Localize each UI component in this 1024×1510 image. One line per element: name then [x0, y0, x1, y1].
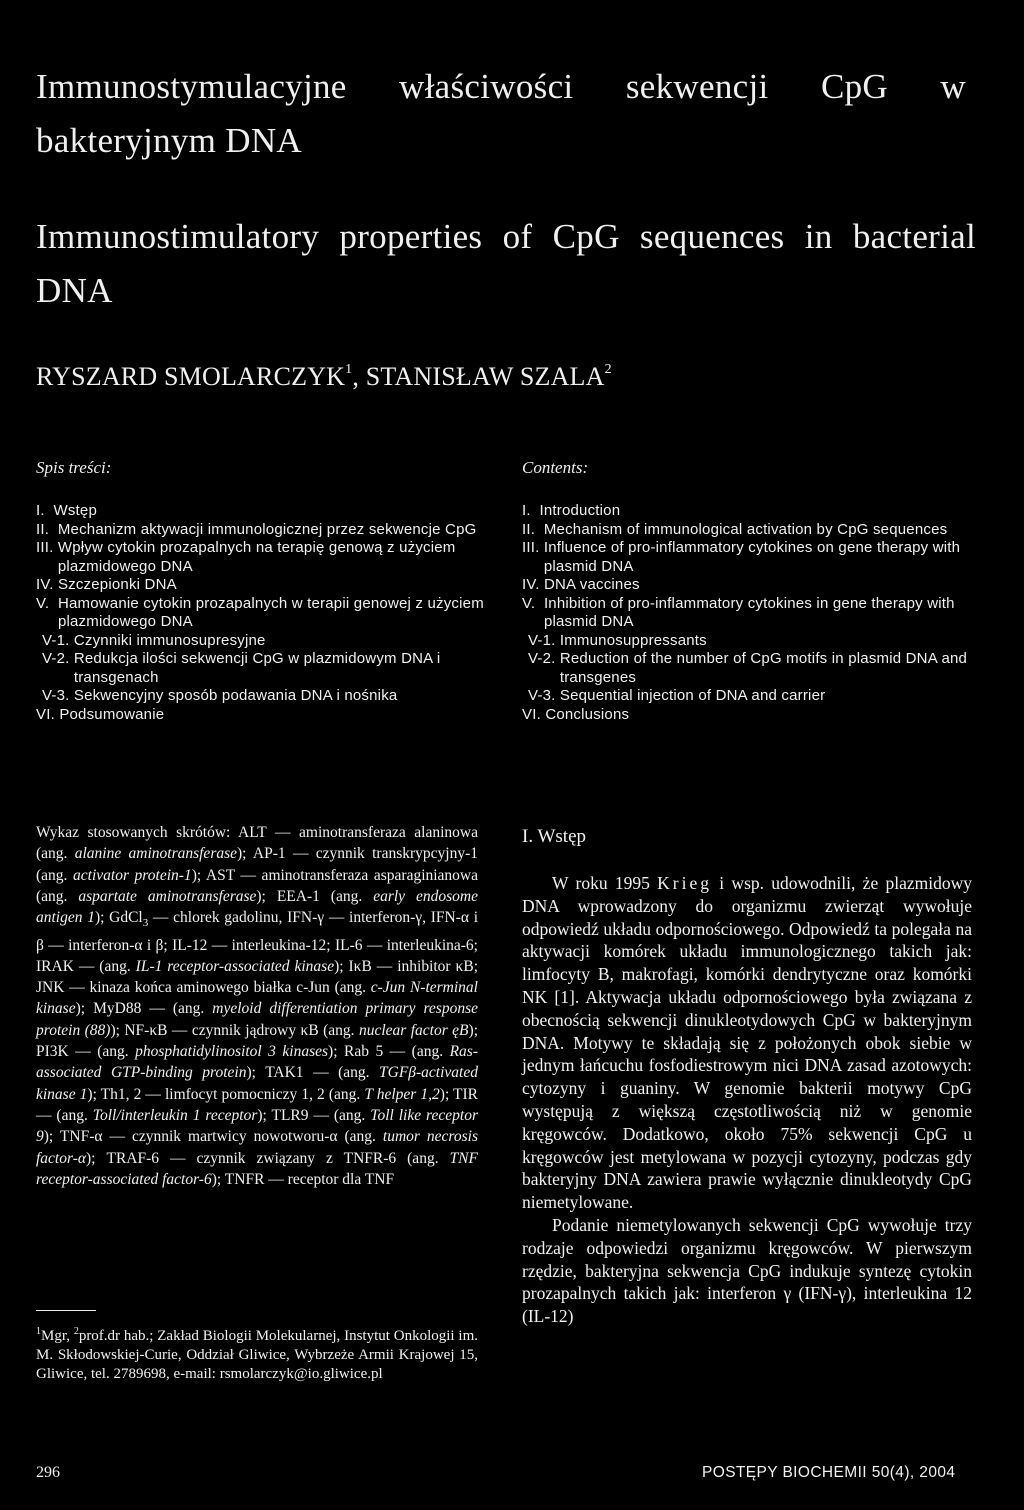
toc-item: V-3. Sekwencyjny sposób podawania DNA i nośnika — [42, 687, 398, 704]
toc-heading-english: Contents: — [522, 458, 589, 477]
toc-item: III. Influence of pro-inflammatory cytokines on gene therapy with plasmid DNA — [522, 539, 961, 575]
title-polish: Immunostymulacyjne właściwości sekwencji CpG w bakteryjnym DNA — [36, 67, 966, 160]
toc-item: V-2. Reduction of the number of CpG motifs in plasmid DNA and transgenes — [528, 650, 968, 686]
toc-item: II. Mechanism of immunological activation by CpG sequences — [522, 520, 948, 538]
footnote-rule — [36, 1310, 96, 1311]
toc-item: I. Wstęp — [36, 502, 97, 519]
toc-item: VI. Podsumowanie — [36, 705, 165, 723]
journal-name: POSTĘPY BIOCHEMII 50(4), 2004 — [702, 1464, 956, 1481]
footnote: $^1$Mgr, $^2$prof.dr hab.; Zakład Biologii Molekularnej, Instytut Onkologii im. M. Skłodowskiej-Curie, Oddział Gliwice, Wybrzeże Armii Krajowej 15, Gliwice, tel. 2789698, e-mail: rsmolarczyk@io.gliwice.pl — [36, 1326, 478, 1382]
page-number: 296 — [36, 1464, 60, 1481]
abbreviations-list: Wykaz stosowanych skrótów: ALT — aminotransferaza alaninowa (ang. alanine aminotransferase); AP-1 — czynnik transkrypcyjny-1 (ang. activator protein-1); AST — aminotransferaza asparaginianowa (ang. aspartate aminotransferase); EEA-1 (ang. early endosome antigen 1); GdCl$_3$ — chlorek gadolinu, IFN-γ — interferon-γ, IFN-α i β — interferon-α i β; IL-12 — interleukina-12; IL-6 — interleukina-6; IRAK — (ang. IL-1 receptor-associated kinase); IκB — inhibitor κB; JNK — kinaza końca aminowego białka c-Jun (ang. c-Jun N-terminal kinase); MyD88 — (ang. myeloid differentiation primary response protein (88)); NF-κB — czynnik jądrowy κB (ang. nuclear factor ęB); PI3K — (ang. phosphatidylinositol 3 kinases); Rab 5 — (ang. Ras-associated GTP-binding protein); TAK1 — (ang. TGFβ-activated kinase 1); Th1, 2 — limfocyt pomocniczy 1, 2 (ang. T helper 1,2); TIR — (ang. Toll/interleukin 1 receptor); TLR9 — (ang. Toll like receptor 9); TNF-α — czynnik martwicy nowotworu-α (ang. tumor necrosis factor-α); TRAF-6 — czynnik związany z TNFR-6 (ang. TNF receptor-associated factor-6); TNFR — receptor dla TNF — [36, 824, 479, 1188]
title-english: Immunostimulatory properties of CpG sequences in bacterial DNA — [36, 217, 976, 310]
toc-item: V. Inhibition of pro-inflammatory cytokines in gene therapy with plasmid DNA — [522, 594, 955, 630]
section-body — [522, 872, 972, 1328]
toc-item: V-2. Redukcja ilości sekwencji CpG w plazmidowym DNA i transgenach — [42, 650, 441, 686]
toc-item: VI. Conclusions — [522, 705, 630, 723]
toc-item: IV. DNA vaccines — [522, 576, 640, 593]
toc-item: V. Hamowanie cytokin prozapalnych w terapii genowej z użyciem plazmidowego DNA — [36, 594, 484, 630]
author-2: STANISŁAW SZALA — [365, 362, 605, 391]
toc-item: I. Introduction — [522, 502, 621, 519]
toc-item: II. Mechanizm aktywacji immunologicznej przez sekwencje CpG — [36, 520, 477, 538]
paragraph: Podanie niemetylowanych sekwencji CpG wywołuje trzy rodzaje odpowiedzi organizmu kręgowców. W pierwszym rzędzie, bakteryjna sekwencja CpG indukuje syntezę cytokin prozapalnych takich jak: interferon γ (IFN-γ), interleukina 12 (IL-12) — [522, 1214, 972, 1327]
toc-heading-polish: Spis treści: — [36, 458, 112, 477]
toc-item: IV. Szczepionki DNA — [36, 576, 177, 593]
author-1: RYSZARD SMOLARCZYK — [36, 362, 346, 391]
authors: RYSZARD SMOLARCZYK$^1$, STANISŁAW SZALA$^2$ — [36, 362, 612, 391]
toc-english — [522, 502, 977, 724]
toc-item: V-3. Sequential injection of DNA and carrier — [528, 687, 826, 704]
paragraph: W roku 1995 Krieg i wsp. udowodnili, że plazmidowy DNA wprowadzony do organizmu zwierząt wywołuje odpowiedź układu odpornościowego. Odpowiedź ta polegała na aktywacji komórek układu immunologicznego takich jak: limfocyty B, makrofagi, komórki dendrytyczne oraz komórki NK [1]. Aktywacja układu odpornościowego była związana z obecnością sekwencji dinukleotydowych CpG w bakteryjnym DNA. Motywy te składają się z położonych obok siebie w jednym łańcuchu fosfodiestrowym nici DNA zasad azotowych: cytozyny i guaniny. W genomie bakterii motywy CpG występują z większą częstotliwością niż w genomie kręgowców. Dodatkowo, około 75% sekwencji CpG u kręgowców jest metylowana w pozycji cytozyny, podczas gdy bakteryjny DNA zawiera prawie wyłącznie dinukleotydy CpG niemetylowane. — [522, 873, 973, 1213]
toc-item: V-1. Czynniki immunosupresyjne — [42, 631, 266, 649]
toc-item: III. Wpływ cytokin prozapalnych na terapię genową z użyciem plazmidowego DNA — [36, 539, 456, 575]
toc-polish — [36, 502, 486, 724]
section-title: I. Wstęp — [522, 826, 587, 847]
toc-item: V-1. Immunosuppressants — [528, 631, 707, 649]
